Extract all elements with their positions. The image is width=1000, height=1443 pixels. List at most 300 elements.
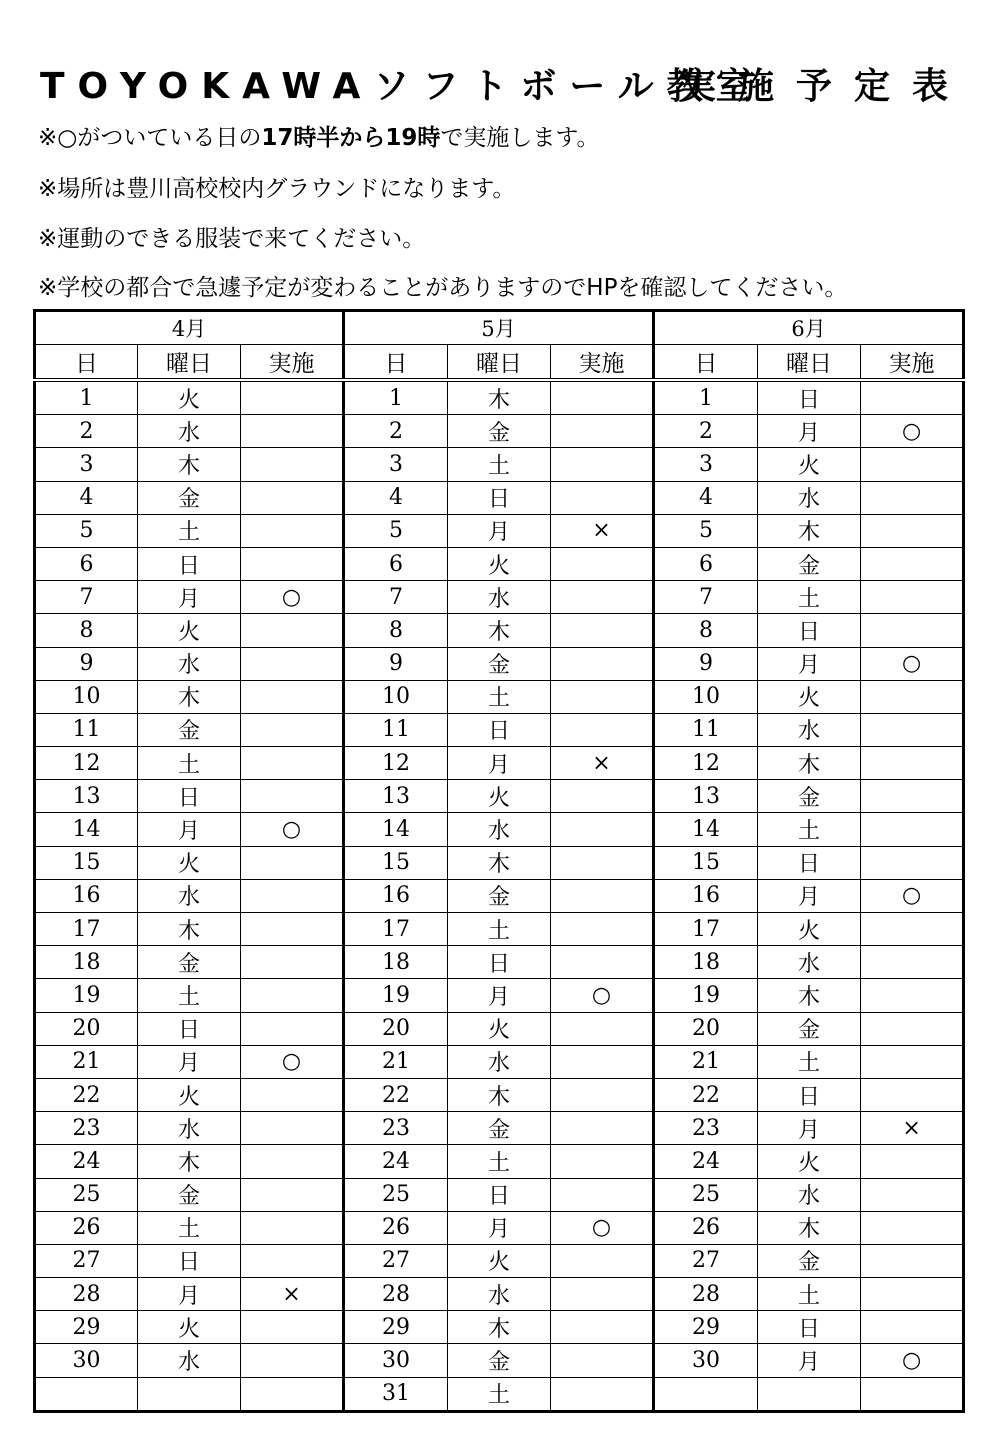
june-held-cell [861, 946, 964, 979]
june-weekday-cell: 木 [758, 979, 861, 1012]
table-row [35, 1045, 964, 1078]
may-weekday-cell: 水 [448, 813, 551, 846]
may-day-cell: 13 [344, 780, 448, 813]
table-row [35, 979, 964, 1012]
table-row [35, 713, 964, 746]
april-weekday-cell: 火 [138, 1078, 241, 1111]
april-held-cell [241, 448, 344, 481]
may-day-cell: 18 [344, 946, 448, 979]
april-held-cell [241, 713, 344, 746]
april-day-cell: 15 [35, 846, 138, 879]
may-weekday-cell: 土 [448, 1377, 551, 1411]
june-weekday-cell: 火 [758, 680, 861, 713]
column-header-row [35, 345, 964, 381]
may-day-cell: 23 [344, 1112, 448, 1145]
title-right: 実施予定表 [679, 66, 970, 107]
april-held-cell [241, 415, 344, 448]
may-day-cell: 15 [344, 846, 448, 879]
may-held-cell [551, 1178, 654, 1211]
june-held-cell [861, 1311, 964, 1344]
may-day-cell: 10 [344, 680, 448, 713]
april-day-cell: 17 [35, 913, 138, 946]
april-weekday-cell: 月 [138, 581, 241, 614]
may-held-cell: ○ [551, 1211, 654, 1244]
may-day-cell: 25 [344, 1178, 448, 1211]
june-held-cell [861, 1078, 964, 1111]
may-day-cell: 8 [344, 614, 448, 647]
title-left: TOYOKAWAソフトボール教室 [40, 66, 765, 107]
table-row [35, 680, 964, 713]
may-held-cell [551, 780, 654, 813]
may-held-cell [551, 1112, 654, 1145]
april-held-cell [241, 1078, 344, 1111]
april-day-cell: 1 [35, 380, 138, 415]
april-day-cell: 26 [35, 1211, 138, 1244]
june-day-cell: 23 [654, 1112, 758, 1145]
may-day-cell: 29 [344, 1311, 448, 1344]
june-held-cell [861, 813, 964, 846]
table-row [35, 1078, 964, 1111]
may-day-cell: 9 [344, 647, 448, 680]
col-day: 日 [35, 345, 138, 381]
may-weekday-cell: 火 [448, 547, 551, 580]
may-weekday-cell: 日 [448, 946, 551, 979]
june-held-cell: ○ [861, 879, 964, 912]
may-held-cell [551, 448, 654, 481]
may-weekday-cell: 火 [448, 1244, 551, 1277]
june-weekday-cell: 金 [758, 780, 861, 813]
may-day-cell: 17 [344, 913, 448, 946]
may-day-cell: 31 [344, 1377, 448, 1411]
june-held-cell [861, 979, 964, 1012]
april-weekday-cell: 水 [138, 879, 241, 912]
april-day-cell: 3 [35, 448, 138, 481]
april-weekday-cell: 水 [138, 415, 241, 448]
table-row [35, 1311, 964, 1344]
may-day-cell: 14 [344, 813, 448, 846]
april-weekday-cell: 水 [138, 647, 241, 680]
april-held-cell [241, 1178, 344, 1211]
may-weekday-cell: 火 [448, 780, 551, 813]
april-held-cell [241, 879, 344, 912]
april-day-cell: 4 [35, 481, 138, 514]
april-weekday-cell: 木 [138, 680, 241, 713]
may-day-cell: 19 [344, 979, 448, 1012]
may-day-cell: 16 [344, 879, 448, 912]
month-june: 6月 [654, 311, 964, 345]
april-day-cell: 7 [35, 581, 138, 614]
june-weekday-cell: 水 [758, 946, 861, 979]
april-held-cell [241, 846, 344, 879]
may-day-cell: 20 [344, 1012, 448, 1045]
april-day-cell: 16 [35, 879, 138, 912]
april-held-cell: ○ [241, 581, 344, 614]
june-weekday-cell: 水 [758, 1178, 861, 1211]
april-held-cell [241, 1112, 344, 1145]
april-day-cell: 23 [35, 1112, 138, 1145]
col-weekday: 曜日 [448, 345, 551, 381]
may-weekday-cell: 日 [448, 1178, 551, 1211]
june-held-cell [861, 713, 964, 746]
april-day-cell: 30 [35, 1344, 138, 1377]
april-day-cell: 21 [35, 1045, 138, 1078]
may-day-cell: 22 [344, 1078, 448, 1111]
june-held-cell [861, 1244, 964, 1277]
may-held-cell [551, 713, 654, 746]
may-weekday-cell: 金 [448, 1112, 551, 1145]
april-held-cell [241, 913, 344, 946]
april-held-cell: ○ [241, 813, 344, 846]
may-weekday-cell: 金 [448, 879, 551, 912]
may-held-cell [551, 879, 654, 912]
table-row [35, 780, 964, 813]
june-held-cell [861, 846, 964, 879]
may-weekday-cell: 金 [448, 1344, 551, 1377]
june-day-cell: 13 [654, 780, 758, 813]
june-day-cell: 21 [654, 1045, 758, 1078]
may-weekday-cell: 土 [448, 1145, 551, 1178]
june-held-cell [861, 514, 964, 547]
june-held-cell [861, 1377, 964, 1411]
june-weekday-cell: 金 [758, 1012, 861, 1045]
table-row [35, 448, 964, 481]
table-row [35, 1377, 964, 1411]
april-day-cell: 9 [35, 647, 138, 680]
june-weekday-cell: 木 [758, 1211, 861, 1244]
june-weekday-cell: 木 [758, 747, 861, 780]
april-weekday-cell: 火 [138, 380, 241, 415]
may-held-cell [551, 1045, 654, 1078]
may-day-cell: 5 [344, 514, 448, 547]
table-row [35, 1244, 964, 1277]
june-weekday-cell: 火 [758, 1145, 861, 1178]
may-held-cell [551, 946, 654, 979]
june-day-cell: 9 [654, 647, 758, 680]
june-held-cell: ○ [861, 647, 964, 680]
april-weekday-cell: 金 [138, 1178, 241, 1211]
april-weekday-cell: 水 [138, 1112, 241, 1145]
june-day-cell: 22 [654, 1078, 758, 1111]
april-held-cell [241, 747, 344, 780]
june-day-cell: 30 [654, 1344, 758, 1377]
june-day-cell: 20 [654, 1012, 758, 1045]
may-weekday-cell: 日 [448, 713, 551, 746]
note-check-hp: ※学校の都合で急遽予定が変わることがありますのでHPを確認してください。 [38, 275, 848, 301]
april-day-cell: 27 [35, 1244, 138, 1277]
may-held-cell [551, 614, 654, 647]
may-weekday-cell: 木 [448, 1311, 551, 1344]
june-day-cell: 12 [654, 747, 758, 780]
april-weekday-cell: 土 [138, 514, 241, 547]
june-weekday-cell: 金 [758, 547, 861, 580]
may-held-cell [551, 481, 654, 514]
april-held-cell [241, 614, 344, 647]
may-weekday-cell: 水 [448, 1278, 551, 1311]
april-weekday-cell: 日 [138, 1012, 241, 1045]
june-day-cell: 16 [654, 879, 758, 912]
june-day-cell: 29 [654, 1311, 758, 1344]
june-day-cell: 18 [654, 946, 758, 979]
may-day-cell: 11 [344, 713, 448, 746]
table-row [35, 614, 964, 647]
june-held-cell [861, 1145, 964, 1178]
may-day-cell: 4 [344, 481, 448, 514]
june-held-cell [861, 614, 964, 647]
june-day-cell: 19 [654, 979, 758, 1012]
schedule-table [33, 309, 965, 1413]
may-day-cell: 26 [344, 1211, 448, 1244]
table-row [35, 1344, 964, 1377]
may-weekday-cell: 水 [448, 581, 551, 614]
june-weekday-cell: 月 [758, 1112, 861, 1145]
april-held-cell [241, 1377, 344, 1411]
april-held-cell: ○ [241, 1045, 344, 1078]
june-day-cell: 8 [654, 614, 758, 647]
may-weekday-cell: 木 [448, 614, 551, 647]
june-weekday-cell: 月 [758, 415, 861, 448]
table-row [35, 647, 964, 680]
table-row [35, 879, 964, 912]
april-day-cell: 12 [35, 747, 138, 780]
note-clothing: ※運動のできる服装で来てください。 [38, 226, 426, 252]
june-held-cell [861, 581, 964, 614]
may-weekday-cell: 水 [448, 1045, 551, 1078]
may-held-cell [551, 1078, 654, 1111]
april-day-cell: 11 [35, 713, 138, 746]
april-held-cell: × [241, 1278, 344, 1311]
april-day-cell: 24 [35, 1145, 138, 1178]
june-weekday-cell [758, 1377, 861, 1411]
table-row [35, 581, 964, 614]
june-day-cell: 3 [654, 448, 758, 481]
april-weekday-cell: 火 [138, 1311, 241, 1344]
april-day-cell: 6 [35, 547, 138, 580]
may-day-cell: 24 [344, 1145, 448, 1178]
may-weekday-cell: 月 [448, 979, 551, 1012]
may-weekday-cell: 土 [448, 680, 551, 713]
june-held-cell: ○ [861, 415, 964, 448]
may-weekday-cell: 金 [448, 415, 551, 448]
april-day-cell: 19 [35, 979, 138, 1012]
april-weekday-cell: 日 [138, 780, 241, 813]
june-day-cell [654, 1377, 758, 1411]
may-held-cell [551, 1344, 654, 1377]
june-weekday-cell: 火 [758, 913, 861, 946]
june-weekday-cell: 日 [758, 846, 861, 879]
table-row [35, 1211, 964, 1244]
note-time-pre: ※○がついている日の [38, 125, 262, 151]
may-weekday-cell: 火 [448, 1012, 551, 1045]
table-row [35, 1178, 964, 1211]
table-row [35, 913, 964, 946]
may-day-cell: 2 [344, 415, 448, 448]
june-held-cell [861, 747, 964, 780]
april-day-cell: 20 [35, 1012, 138, 1045]
may-held-cell [551, 581, 654, 614]
col-weekday: 曜日 [138, 345, 241, 381]
june-held-cell [861, 1045, 964, 1078]
april-held-cell [241, 780, 344, 813]
april-day-cell: 25 [35, 1178, 138, 1211]
may-weekday-cell: 月 [448, 747, 551, 780]
may-weekday-cell: 月 [448, 514, 551, 547]
april-held-cell [241, 680, 344, 713]
may-day-cell: 27 [344, 1244, 448, 1277]
june-held-cell [861, 780, 964, 813]
april-weekday-cell: 木 [138, 913, 241, 946]
april-day-cell: 5 [35, 514, 138, 547]
table-row [35, 846, 964, 879]
may-weekday-cell: 木 [448, 1078, 551, 1111]
april-weekday-cell: 木 [138, 1145, 241, 1178]
table-row [35, 380, 964, 415]
may-held-cell [551, 1377, 654, 1411]
april-day-cell: 10 [35, 680, 138, 713]
april-weekday-cell: 日 [138, 1244, 241, 1277]
april-day-cell: 2 [35, 415, 138, 448]
april-weekday-cell: 火 [138, 846, 241, 879]
april-weekday-cell: 金 [138, 946, 241, 979]
june-held-cell [861, 1278, 964, 1311]
june-day-cell: 27 [654, 1244, 758, 1277]
may-held-cell [551, 813, 654, 846]
page-title [40, 58, 970, 110]
may-day-cell: 6 [344, 547, 448, 580]
may-day-cell: 21 [344, 1045, 448, 1078]
may-weekday-cell: 月 [448, 1211, 551, 1244]
april-held-cell [241, 514, 344, 547]
april-held-cell [241, 1311, 344, 1344]
table-row [35, 813, 964, 846]
col-day: 日 [654, 345, 758, 381]
may-held-cell [551, 846, 654, 879]
june-day-cell: 15 [654, 846, 758, 879]
june-day-cell: 26 [654, 1211, 758, 1244]
april-held-cell [241, 1244, 344, 1277]
june-held-cell [861, 481, 964, 514]
june-weekday-cell: 土 [758, 1278, 861, 1311]
june-day-cell: 4 [654, 481, 758, 514]
may-weekday-cell: 土 [448, 448, 551, 481]
june-weekday-cell: 月 [758, 647, 861, 680]
table-row [35, 481, 964, 514]
april-day-cell: 29 [35, 1311, 138, 1344]
april-held-cell [241, 647, 344, 680]
april-held-cell [241, 1145, 344, 1178]
may-weekday-cell: 木 [448, 846, 551, 879]
note-place: ※場所は豊川高校校内グラウンドになります。 [38, 176, 516, 202]
june-held-cell: ○ [861, 1344, 964, 1377]
april-weekday-cell: 火 [138, 614, 241, 647]
may-weekday-cell: 日 [448, 481, 551, 514]
april-day-cell: 22 [35, 1078, 138, 1111]
april-held-cell [241, 1211, 344, 1244]
table-row [35, 415, 964, 448]
may-held-cell [551, 913, 654, 946]
april-held-cell [241, 1012, 344, 1045]
june-held-cell [861, 1211, 964, 1244]
may-weekday-cell: 金 [448, 647, 551, 680]
april-held-cell [241, 979, 344, 1012]
april-weekday-cell: 月 [138, 1278, 241, 1311]
june-day-cell: 25 [654, 1178, 758, 1211]
june-day-cell: 11 [654, 713, 758, 746]
april-day-cell: 28 [35, 1278, 138, 1311]
april-day-cell [35, 1377, 138, 1411]
col-held: 実施 [551, 345, 654, 381]
june-day-cell: 28 [654, 1278, 758, 1311]
table-row [35, 946, 964, 979]
april-day-cell: 13 [35, 780, 138, 813]
june-day-cell: 5 [654, 514, 758, 547]
month-header-row [35, 311, 964, 345]
june-weekday-cell: 土 [758, 813, 861, 846]
june-day-cell: 6 [654, 547, 758, 580]
month-april: 4月 [35, 311, 344, 345]
june-weekday-cell: 木 [758, 514, 861, 547]
april-held-cell [241, 481, 344, 514]
june-held-cell [861, 380, 964, 415]
april-day-cell: 18 [35, 946, 138, 979]
month-may: 5月 [344, 311, 654, 345]
june-held-cell [861, 547, 964, 580]
april-day-cell: 8 [35, 614, 138, 647]
table-row [35, 1012, 964, 1045]
june-held-cell [861, 680, 964, 713]
may-held-cell [551, 1311, 654, 1344]
may-held-cell [551, 1145, 654, 1178]
may-held-cell [551, 647, 654, 680]
may-held-cell [551, 415, 654, 448]
june-day-cell: 14 [654, 813, 758, 846]
may-held-cell [551, 680, 654, 713]
col-day: 日 [344, 345, 448, 381]
june-weekday-cell: 土 [758, 581, 861, 614]
may-weekday-cell: 土 [448, 913, 551, 946]
april-held-cell [241, 380, 344, 415]
june-weekday-cell: 土 [758, 1045, 861, 1078]
table-row [35, 1112, 964, 1145]
may-weekday-cell: 木 [448, 380, 551, 415]
april-held-cell [241, 946, 344, 979]
may-held-cell [551, 547, 654, 580]
note-time [38, 124, 600, 152]
col-weekday: 曜日 [758, 345, 861, 381]
june-day-cell: 1 [654, 380, 758, 415]
april-weekday-cell: 日 [138, 547, 241, 580]
may-held-cell [551, 1012, 654, 1045]
april-day-cell: 14 [35, 813, 138, 846]
may-held-cell: × [551, 514, 654, 547]
col-held: 実施 [241, 345, 344, 381]
may-day-cell: 30 [344, 1344, 448, 1377]
june-day-cell: 17 [654, 913, 758, 946]
april-held-cell [241, 1344, 344, 1377]
may-held-cell [551, 1278, 654, 1311]
june-held-cell: × [861, 1112, 964, 1145]
may-day-cell: 1 [344, 380, 448, 415]
april-weekday-cell: 月 [138, 813, 241, 846]
april-weekday-cell: 土 [138, 747, 241, 780]
april-weekday-cell [138, 1377, 241, 1411]
june-weekday-cell: 日 [758, 380, 861, 415]
note-time-bold: 17時半から19時 [261, 125, 441, 151]
table-row [35, 1145, 964, 1178]
may-day-cell: 28 [344, 1278, 448, 1311]
april-held-cell [241, 547, 344, 580]
june-day-cell: 7 [654, 581, 758, 614]
april-weekday-cell: 金 [138, 481, 241, 514]
